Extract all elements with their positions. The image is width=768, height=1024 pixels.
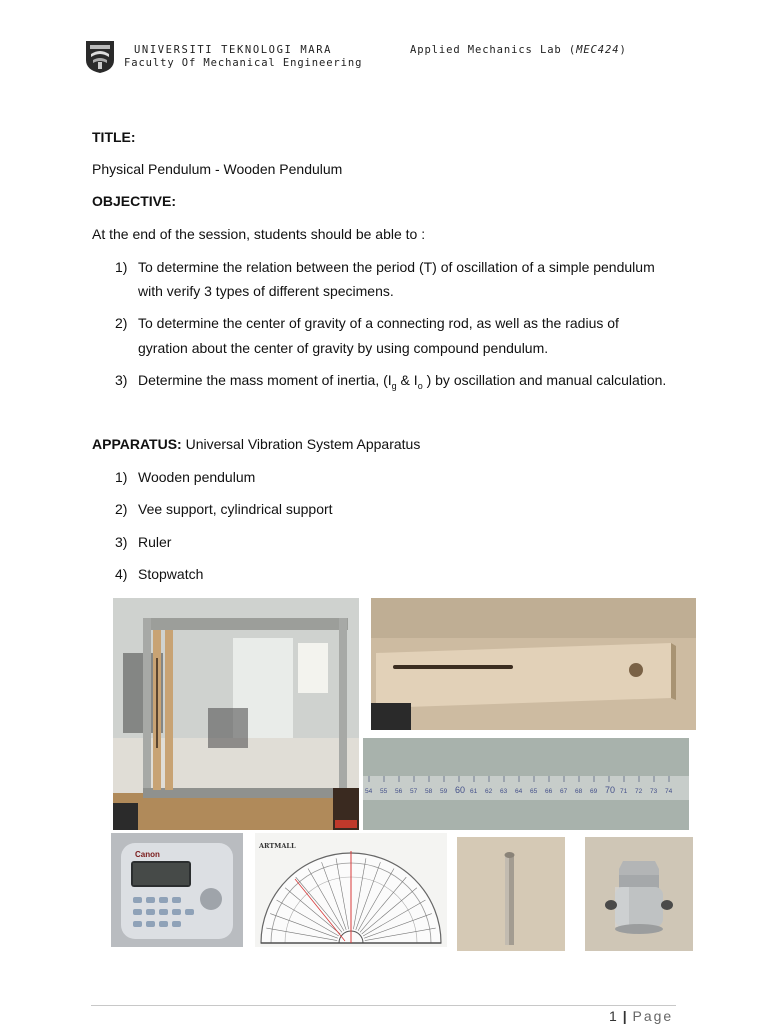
apparatus-label: APPARATUS: [92, 436, 182, 452]
university-name: UNIVERSITI TEKNOLOGI MARA [134, 44, 333, 56]
vee-support-photo [585, 837, 693, 951]
ruler-tick-label: 71 [620, 788, 628, 795]
apparatus-frame-photo [113, 598, 359, 830]
ruler-tick-label: 63 [500, 788, 508, 795]
objective-number: 2) [115, 315, 128, 331]
lab-close: ) [619, 44, 627, 56]
ruler-tick-label: 69 [590, 788, 598, 795]
lab-name [410, 44, 627, 56]
wooden-pendulum-photo [371, 598, 696, 730]
apparatus-item: Wooden pendulum [138, 469, 256, 485]
footer-divider [91, 1005, 676, 1006]
title-heading: TITLE: [92, 129, 136, 145]
cylindrical-rod-photo [457, 837, 565, 951]
inertia-text-pre: Determine the mass moment of inertia, (I [138, 372, 392, 388]
subscript-o: o [417, 380, 423, 391]
apparatus-number: 3) [115, 534, 128, 550]
apparatus-text: Universal Vibration System Apparatus [185, 436, 421, 452]
lab-label: Applied Mechanics Lab ( [410, 44, 577, 56]
ruler-tick-label: 61 [470, 788, 478, 795]
apparatus-number: 1) [115, 469, 128, 485]
apparatus-heading [92, 435, 420, 453]
ruler-tick-label: 65 [530, 788, 538, 795]
apparatus-item: Vee support, cylindrical support [138, 501, 333, 517]
ruler-tick-label: 68 [575, 788, 583, 795]
apparatus-number: 4) [115, 566, 128, 582]
objective-intro: At the end of the session, students should be able to : [92, 226, 426, 242]
page-separator: | [622, 1008, 627, 1024]
ruler-tick-label: 73 [650, 788, 658, 795]
objective-item-line: with verify 3 types of different specimens. [138, 283, 394, 299]
ruler-tick-label: 72 [635, 788, 643, 795]
protractor-photo [255, 833, 447, 947]
inertia-text-mid: & I [396, 372, 418, 388]
ruler-tick-label: 58 [425, 788, 433, 795]
page-word: Page [632, 1008, 674, 1024]
title-text: Physical Pendulum - Wooden Pendulum [92, 161, 343, 177]
stopwatch-photo [111, 833, 243, 947]
protractor-brand: ARTMALL [259, 842, 296, 850]
ruler-tick-label: 54 [365, 788, 373, 795]
objective-number: 3) [115, 372, 128, 388]
objective-item-line: gyration about the center of gravity by using compound pendulum. [138, 340, 549, 356]
ruler-tick-label: 62 [485, 788, 493, 795]
ruler-tick-label: 60 [455, 785, 466, 795]
university-logo-icon [85, 40, 115, 74]
faculty-name: Faculty Of Mechanical Engineering [124, 57, 363, 69]
apparatus-number: 2) [115, 501, 128, 517]
subscript-g: g [391, 380, 397, 391]
objective-number: 1) [115, 259, 128, 275]
ruler-tick-label: 55 [380, 788, 388, 795]
ruler-tick-label: 67 [560, 788, 568, 795]
objective-heading: OBJECTIVE: [92, 193, 177, 209]
ruler-tick-label: 66 [545, 788, 553, 795]
ruler-tick-label: 57 [410, 788, 418, 795]
page-number: 1 [609, 1008, 617, 1024]
ruler-tick-label: 59 [440, 788, 448, 795]
objective-item-line: To determine the center of gravity of a connecting rod, as well as the radius of [138, 315, 619, 331]
apparatus-item: Stopwatch [138, 566, 204, 582]
ruler-photo [363, 738, 689, 830]
ruler-tick-label: 64 [515, 788, 523, 795]
inertia-text-post: ) by oscillation and manual calculation. [422, 372, 667, 388]
ruler-tick-label: 74 [665, 788, 673, 795]
apparatus-item: Ruler [138, 534, 172, 550]
ruler-tick-label: 70 [605, 785, 616, 795]
objective-item-line: To determine the relation between the period (T) of oscillation of a simple pendulum [138, 259, 655, 275]
ruler-tick-label: 56 [395, 788, 403, 795]
stopwatch-brand: Canon [135, 850, 160, 859]
lab-code: MEC424 [576, 44, 620, 56]
objective-item-line [138, 371, 666, 395]
page-indicator [609, 1008, 673, 1024]
